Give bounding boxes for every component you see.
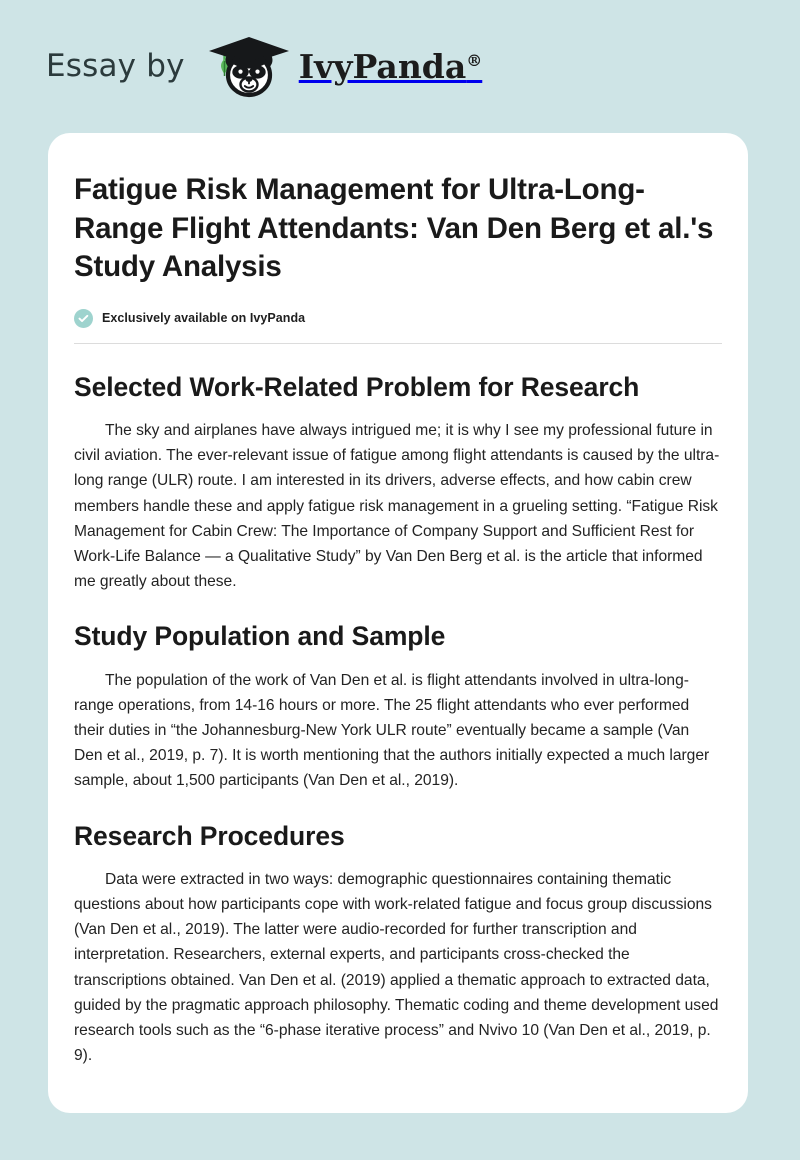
panda-graduate-icon xyxy=(203,31,295,103)
essay-by-label: Essay by xyxy=(46,48,185,84)
ivypanda-wordmark xyxy=(298,47,483,86)
exclusive-availability-badge xyxy=(74,309,722,328)
section-paragraph: The sky and airplanes have always intrigued me; it is why I see my professional future in civil aviation. The ever-relevant issue of fatigue among flight attendants is caused by the ultra-long range (ULR) route. I am interested in its drivers, adverse effects, and how cabin crew members handle these and apply fatigue risk management in a grueling setting. “Fatigue Risk Management for Cabin Crew: The Importance of Company Support and Sufficient Rest for Work-Life Balance — a Qualitative Study” by Van Den Berg et al. is the article that informed me greatly about these. xyxy=(74,422,720,591)
section-paragraph: The population of the work of Van Den et al. is flight attendants involved in ultra-long-range operations, from 14-16 hours or more. The 25 flight attendants who ever performed their duties in “the Johannesburg-New York ULR route” eventually became a sample (Van Den et al., 2019, p. 7). It is worth mentioning that the authors initially expected a much larger sample, about 1,500 participants (Van Den et al., 2019). xyxy=(74,671,710,790)
section-heading: Selected Work-Related Problem for Research xyxy=(74,371,640,402)
section-selected-work-related-problem xyxy=(74,371,722,595)
exclusive-availability-label: Exclusively available on IvyPanda xyxy=(102,311,306,326)
brand-header xyxy=(0,0,800,133)
registered-trademark-icon: ® xyxy=(466,51,483,70)
section-study-population-and-sample xyxy=(74,620,722,793)
section-heading: Study Population and Sample xyxy=(74,621,446,652)
page-title: Fatigue Risk Management for Ultra-Long-Range Flight Attendants: Van Den Berg et al.'s Study Analysis xyxy=(74,173,714,284)
title-divider xyxy=(74,343,722,344)
check-circle-icon xyxy=(74,309,93,328)
section-research-procedures xyxy=(74,820,722,1069)
section-heading: Research Procedures xyxy=(74,820,345,851)
section-paragraph: Data were extracted in two ways: demographic questionnaires containing thematic questions about how participants cope with work-related fatigue and focus group discussions (Van Den et al., 2019). The latter were audio-recorded for further transcription and interpretation. Researchers, external experts, and participants cross-checked the transcriptions obtained. Van Den et al. (2019) applied a thematic approach to extracted data, guided by the pragmatic approach philosophy. Thematic coding and theme development used research tools such as the “6-phase iterative process” and Nvivo 10 (Van Den et al., 2019, p. 9). xyxy=(74,870,719,1065)
essay-card xyxy=(48,133,748,1113)
wordmark-text: IvyPanda xyxy=(298,47,467,86)
ivypanda-logo-link[interactable] xyxy=(203,31,483,103)
